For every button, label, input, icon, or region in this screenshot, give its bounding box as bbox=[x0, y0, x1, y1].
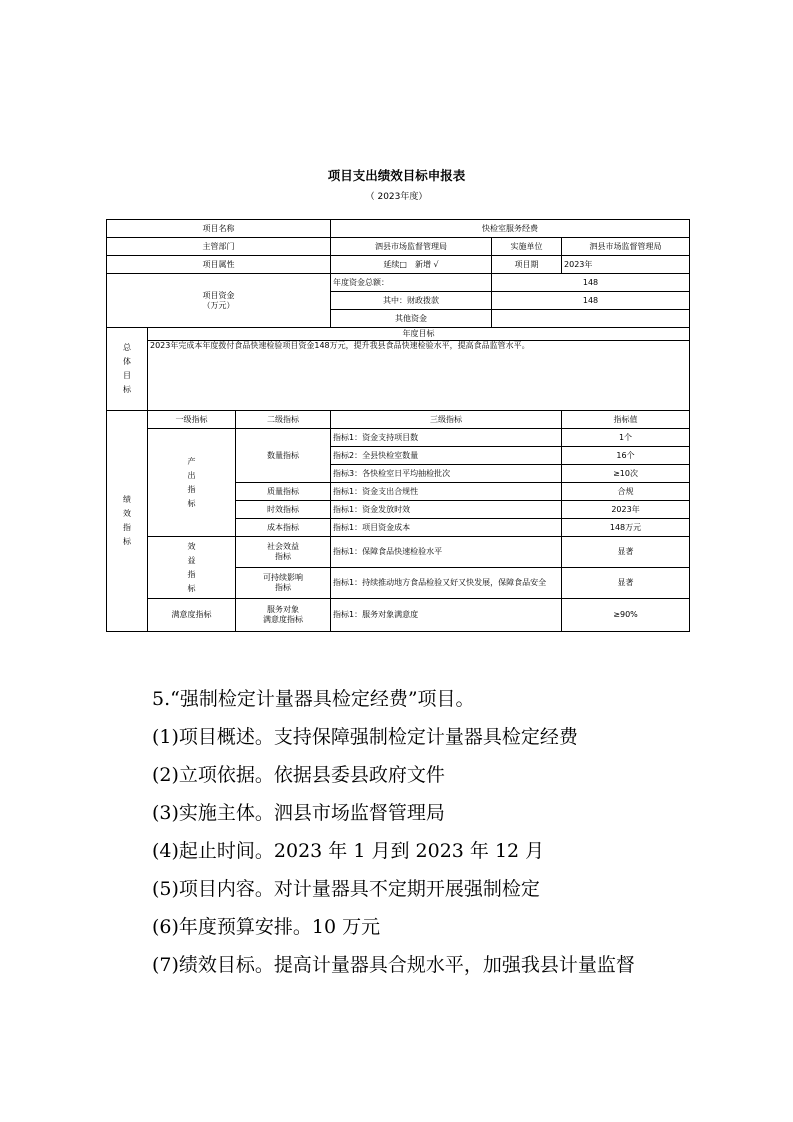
quantity-indicator-2-value: 16个 bbox=[562, 447, 690, 465]
annual-total-value: 148 bbox=[492, 274, 690, 292]
timeliness-indicator-label: 时效指标 bbox=[236, 501, 331, 519]
quality-indicator-1: 指标1：资金支出合规性 bbox=[331, 483, 562, 501]
item-basis: (2)立项依据。依据县委县政府文件 bbox=[152, 764, 445, 786]
item-goal: (7)绩效目标。提高计量器具合规水平，加强我县计量监督 bbox=[152, 954, 635, 976]
service-satisfaction-label: 服务对象 满意度指标 bbox=[236, 599, 331, 632]
annual-goal-header: 年度目标 bbox=[148, 328, 690, 341]
attr-value: 延续□ 新增 √ bbox=[331, 256, 492, 274]
timeliness-indicator-1-value: 2023年 bbox=[562, 501, 690, 519]
item-overview: (1)项目概述。支持保障强制检定计量器具检定经费 bbox=[152, 726, 578, 748]
quantity-indicator-3-value: ≥10次 bbox=[562, 465, 690, 483]
quantity-indicator-label: 数量指标 bbox=[236, 429, 331, 483]
section-heading: 5.“强制检定计量器具检定经费”项目。 bbox=[152, 688, 475, 710]
form-title: 项目支出绩效目标申报表 bbox=[327, 168, 466, 183]
funds-label-cell bbox=[107, 274, 331, 328]
quality-indicator-1-value: 合规 bbox=[562, 483, 690, 501]
annual-total-label: 年度资金总额： bbox=[331, 274, 492, 292]
project-name-label: 项目名称 bbox=[107, 220, 331, 238]
social-benefit-label: 社会效益 指标 bbox=[236, 537, 331, 568]
cost-indicator-label: 成本指标 bbox=[236, 519, 331, 537]
cost-indicator-1: 指标1：项目资金成本 bbox=[331, 519, 562, 537]
header-level2: 二级指标 bbox=[236, 411, 331, 429]
document-body bbox=[152, 680, 712, 984]
perf-indicator-label: 绩 效 指 标 bbox=[107, 411, 148, 632]
quality-indicator-label: 质量指标 bbox=[236, 483, 331, 501]
performance-target-table bbox=[106, 219, 690, 632]
quantity-indicator-1: 指标1：资金支持项目数 bbox=[331, 429, 562, 447]
fiscal-value: 148 bbox=[492, 292, 690, 310]
period-label: 项目期 bbox=[492, 256, 562, 274]
output-indicator-label: 产 出 指 标 bbox=[148, 429, 236, 537]
header-level3: 三级指标 bbox=[331, 411, 562, 429]
attr-label: 项目属性 bbox=[107, 256, 331, 274]
form-year: （ 2023年度） bbox=[365, 192, 428, 202]
cost-indicator-1-value: 148万元 bbox=[562, 519, 690, 537]
item-period: (4)起止时间。2023 年 1 月到 2023 年 12 月 bbox=[152, 840, 545, 862]
overall-goal-label: 总 体 目 标 bbox=[107, 328, 148, 411]
fiscal-label: 其中：财政拨款 bbox=[331, 292, 492, 310]
quantity-indicator-3: 指标3：各快检室日平均抽检批次 bbox=[331, 465, 562, 483]
item-budget: (6)年度预算安排。10 万元 bbox=[152, 916, 381, 938]
funds-label: 项目资金 bbox=[202, 290, 235, 300]
social-benefit-indicator-1-value: 显著 bbox=[562, 537, 690, 568]
service-satisfaction-indicator-1: 指标1：服务对象满意度 bbox=[331, 599, 562, 632]
project-name-value: 快检室服务经费 bbox=[331, 220, 690, 238]
satisfaction-indicator-label: 满意度指标 bbox=[148, 599, 236, 632]
other-funds-label: 其他资金 bbox=[331, 310, 492, 328]
sustainable-impact-label: 可持续影响 指标 bbox=[236, 568, 331, 599]
header-value: 指标值 bbox=[562, 411, 690, 429]
header-level1: 一级指标 bbox=[148, 411, 236, 429]
impl-unit-value: 泗县市场监督管理局 bbox=[562, 238, 690, 256]
sustainable-impact-indicator-1: 指标1：持续推动地方食品检验又好又快发展，保障食品安全 bbox=[331, 568, 562, 599]
dept-value: 泗县市场监督管理局 bbox=[331, 238, 492, 256]
dept-label: 主管部门 bbox=[107, 238, 331, 256]
period-value: 2023年 bbox=[562, 256, 690, 274]
social-benefit-indicator-1: 指标1：保障食品快速检验水平 bbox=[331, 537, 562, 568]
item-implementer: (3)实施主体。泗县市场监督管理局 bbox=[152, 802, 445, 824]
funds-unit: （万元） bbox=[202, 300, 235, 310]
service-satisfaction-indicator-1-value: ≥90% bbox=[562, 599, 690, 632]
sustainable-impact-indicator-1-value: 显著 bbox=[562, 568, 690, 599]
quantity-indicator-1-value: 1个 bbox=[562, 429, 690, 447]
item-content: (5)项目内容。对计量器具不定期开展强制检定 bbox=[152, 878, 540, 900]
quantity-indicator-2: 指标2：全县快检室数量 bbox=[331, 447, 562, 465]
other-funds-value bbox=[492, 310, 690, 328]
benefit-indicator-label: 效 益 指 标 bbox=[148, 537, 236, 599]
impl-unit-label: 实施单位 bbox=[492, 238, 562, 256]
annual-goal-text: 2023年完成本年度拨付食品快速检验项目资金148万元，提升我县食品快速检验水平，提高食品监管水平。 bbox=[148, 341, 690, 411]
timeliness-indicator-1: 指标1：资金发放时效 bbox=[331, 501, 562, 519]
